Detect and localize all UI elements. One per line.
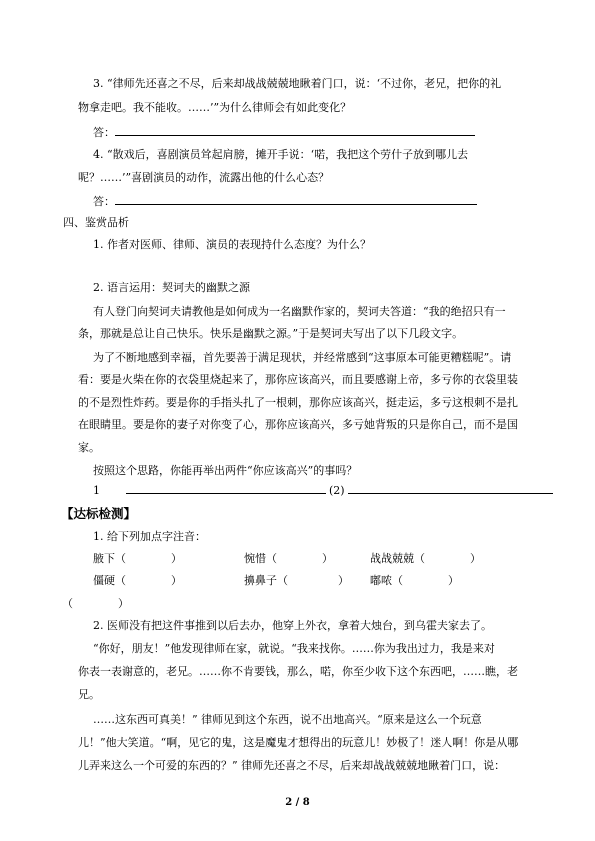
close-paren: ）	[118, 597, 129, 610]
answer-blank[interactable]	[115, 194, 477, 205]
section-heading-dabiao: 【达标检测】	[61, 506, 137, 521]
section-4-question-2: 2. 语言运用：契诃夫的幽默之源	[93, 281, 250, 294]
exercise-2-line-5: ……这东西可真美！” 律师见到这个东西，说不出地高兴。“原来是这么一个玩意	[93, 713, 482, 726]
blank-2-line[interactable]	[348, 483, 553, 494]
blank-1-label: 1	[93, 484, 100, 497]
blank-1-line[interactable]	[126, 483, 326, 494]
exercise-2-line-2: “你好，朋友！”他发现律师在家，就说。“我来找你。……你为我出过力，我是来对	[93, 642, 495, 655]
question-3-line-2: 物拿走吧。我不能收。……’”为什么律师会有如此变化？	[78, 101, 352, 114]
close-paren: ）	[470, 552, 481, 565]
pinyin-item: 惋惜（	[244, 552, 277, 565]
pinyin-item: 战战兢兢（	[370, 552, 425, 565]
pinyin-item: 腋下（	[93, 552, 126, 565]
pinyin-row-1	[93, 552, 182, 565]
section-4-question-1: 1. 作者对医师、律师、演员的表现持什么态度？为什么？	[93, 238, 371, 251]
paragraph-1-line-1: 有人登门向契诃夫请教他是如何成为一名幽默作家的，契诃夫答道：“我的绝招只有一	[93, 305, 506, 318]
exercise-2-line-7: 儿弄来这么一个可爱的东西的？” 律师先还喜之不尽，后来却战战兢兢地瞅着门口，说：	[78, 759, 506, 772]
close-paren: ）	[171, 574, 182, 587]
open-paren: （	[62, 597, 73, 610]
answer-line-q4	[93, 194, 477, 208]
close-paren: ）	[322, 552, 333, 565]
pinyin-item: 僵硬（	[93, 574, 126, 587]
section-4-title: 四、鉴赏品析	[63, 216, 129, 229]
close-paren: ）	[171, 552, 182, 565]
answer-label: 答：	[93, 195, 115, 208]
pinyin-row-2c	[370, 574, 459, 587]
pinyin-item: 擤鼻子（	[244, 574, 288, 587]
exercise-2-line-3: 你表一表谢意的，老兄。……你不肯要钱，那么，喏，你至少收下这个东西吧，……瞧，老	[78, 665, 518, 678]
page-number: 2 / 8	[285, 797, 310, 808]
answer-line-q3	[93, 125, 475, 139]
paragraph-2-line-1: 为了不断地感到幸福，首先要善于满足现状，并经常感到“这事原本可能更糟糕呢”。请	[93, 351, 512, 364]
pinyin-row-1c	[370, 552, 481, 565]
paragraph-3-line-1: 按照这个思路，你能再举出两件“你应该高兴”的事吗？	[93, 464, 358, 477]
exercise-1-title: 1. 给下列加点字注音：	[93, 530, 206, 543]
answer-label: 答：	[93, 126, 115, 139]
question-4-line-1: 4. “散戏后，喜剧演员耸起肩膀，摊开手说：‘喏，我把这个劳什子放到哪儿去	[93, 148, 469, 161]
paragraph-1-line-2: 条，那就是总让自己快乐。快乐是幽默之源。”于是契诃夫写出了以下几段文字。	[78, 327, 464, 340]
pinyin-row-1b	[244, 552, 333, 565]
close-paren: ）	[338, 574, 349, 587]
paragraph-2-line-2: 看：要是火柴在你的衣袋里烧起来了，那你应该高兴，而且要感谢上帝，多亏你的衣袋里装	[78, 373, 518, 386]
pinyin-row-2	[93, 574, 182, 587]
paragraph-2-line-3: 的不是烈性炸药。要是你的手指头扎了一根刺，那你应该高兴，挺走运，多亏这根刺不是扎	[78, 396, 518, 409]
paragraph-2-line-5: 家。	[78, 441, 100, 454]
pinyin-item: 嘟哝（	[370, 574, 403, 587]
question-4-line-2: 呢？……’”喜剧演员的动作，流露出他的什么心态？	[78, 171, 330, 184]
paragraph-2-line-4: 在眼睛里。要是你的妻子对你变了心，那你应该高兴，多亏她背叛的只是你自己，而不是国	[78, 418, 518, 431]
close-paren: ）	[448, 574, 459, 587]
question-3-line-1: 3. “律师先还喜之不尽，后来却战战兢兢地瞅着门口，说：‘不过你，老兄，把你的礼	[93, 77, 502, 90]
orphan-paren-row	[62, 597, 129, 610]
blank-2-label: (2)	[329, 484, 345, 497]
exercise-2-line-6: 儿！”他大笑道。“啊，见它的鬼，这是魔鬼才想得出的玩意儿！妙极了！迷人啊！你是从哪	[78, 736, 519, 749]
exercise-2-line-4: 兄。	[78, 688, 100, 701]
pinyin-row-2b	[244, 574, 349, 587]
exercise-2-line-1: 2. 医师没有把这件事推到以后去办，他穿上外衣，拿着大烛台，到乌霍夫家去了。	[93, 619, 492, 632]
blank-row	[93, 483, 553, 497]
answer-blank[interactable]	[115, 125, 475, 136]
